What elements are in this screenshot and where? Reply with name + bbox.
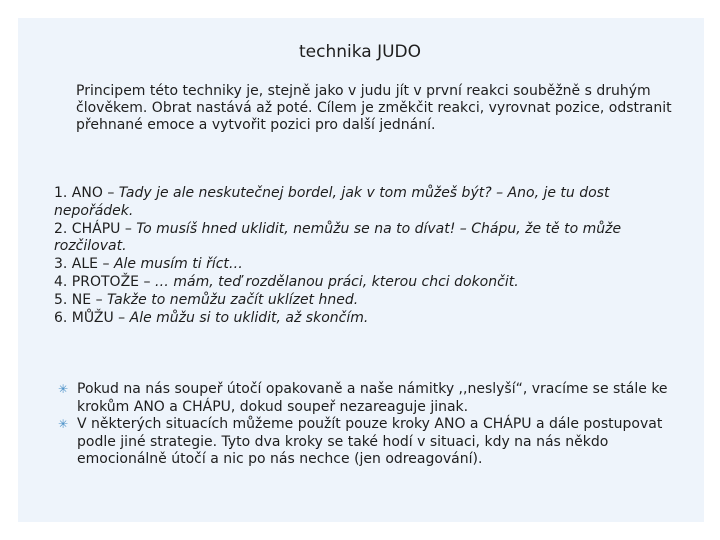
bullet-text: V některých situacích můžeme použít pouze kroky ANO a CHÁPU a dále postupovat podle jiné strategie. Tyto dva kroky se také hodí v situaci, kdy na nás někdo emocionálně útočí a nic po nás nechce (jen odreagování). bbox=[77, 416, 663, 468]
step-item bbox=[54, 221, 684, 257]
step-item bbox=[54, 292, 684, 310]
step-example: Ale musím ti říct… bbox=[113, 256, 243, 273]
step-example: Ale můžu si to uklidit, až skončím. bbox=[129, 309, 369, 326]
step-example: … mám, teď rozdělanou práci, kterou chci dokončit. bbox=[154, 273, 519, 290]
asterisk-bullet-icon: ✳ bbox=[58, 382, 69, 396]
step-label: 3. ALE – bbox=[54, 256, 114, 273]
step-label: 5. NE – bbox=[54, 291, 108, 308]
list-item bbox=[58, 416, 683, 469]
step-example: Tady je ale neskutečnej bordel, jak v tom můžeš být? – Ano, je tu dost nepořádek. bbox=[54, 185, 610, 219]
step-item bbox=[54, 274, 684, 292]
bullet-list bbox=[58, 381, 683, 469]
step-example: Takže to nemůžu začít uklízet hned. bbox=[107, 291, 359, 308]
step-item bbox=[54, 256, 684, 274]
list-item bbox=[58, 381, 683, 416]
asterisk-bullet-icon: ✳ bbox=[58, 417, 69, 432]
step-example: To musíš hned uklidit, nemůžu se na to dívat! – Chápu, že tě to může rozčilovat. bbox=[54, 220, 622, 255]
step-label: 6. MŮŽU – bbox=[54, 309, 130, 326]
step-label: 1. ANO – bbox=[54, 185, 119, 201]
step-item bbox=[54, 185, 684, 221]
steps-list bbox=[54, 185, 684, 327]
step-label: 4. PROTOŽE – bbox=[54, 273, 155, 290]
bullet-text: Pokud na nás soupeř útočí opakovaně a naše námitky ,,neslyší“, vracíme se stále ke krokům ANO a CHÁPU, dokud soupeř nezareaguje jinak. bbox=[77, 381, 668, 415]
slide-title: technika JUDO bbox=[298, 42, 422, 62]
step-label: 2. CHÁPU – bbox=[54, 220, 137, 237]
intro-paragraph: Principem této techniky je, stejně jako v judu jít v první reakci souběžně s druhým člověkem. Obrat nastává až poté. Cílem je změkčit reakci, vyrovnat pozice, odstranit přehnané emoce a vytvořit pozici pro další jednání. bbox=[76, 83, 672, 133]
step-item bbox=[54, 310, 684, 328]
